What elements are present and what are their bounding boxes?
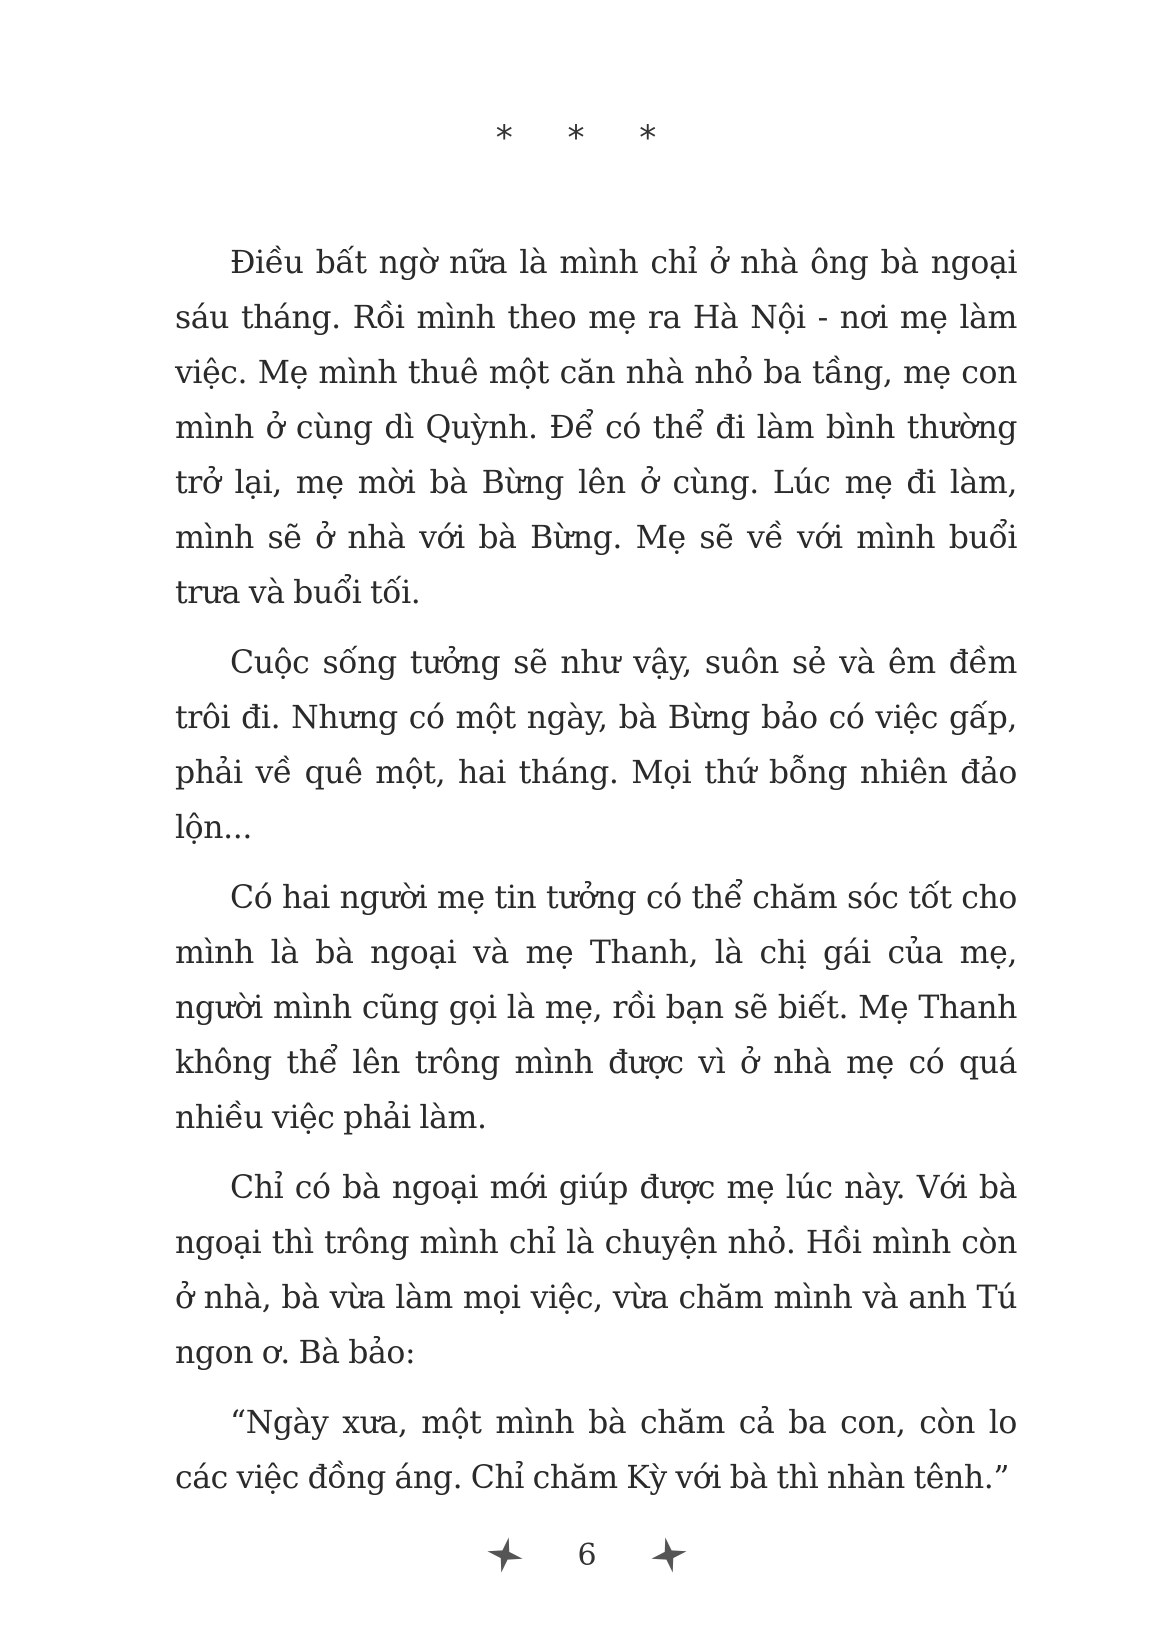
body-text	[175, 236, 1017, 1521]
paragraph-1: Điều bất ngờ nữa là mình chỉ ở nhà ông bà ngoại sáu tháng. Rồi mình theo mẹ ra Hà Nội - nơi mẹ làm việc. Mẹ mình thuê một căn nhà nhỏ ba tầng, mẹ con mình ở cùng dì Quỳnh. Để có thể đi làm bình thường trở lại, mẹ mời bà Bừng lên ở cùng. Lúc mẹ đi làm, mình sẽ ở nhà với bà Bừng. Mẹ sẽ về với mình buổi trưa và buổi tối.	[175, 245, 1017, 611]
page-footer	[0, 1525, 1174, 1585]
paragraph-5: “Ngày xưa, một mình bà chăm cả ba con, còn lo các việc đồng áng. Chỉ chăm Kỳ với bà thì nhàn tênh.”	[175, 1405, 1017, 1496]
section-break-asterisks: * * *	[495, 118, 679, 158]
paragraph-3: Có hai người mẹ tin tưởng có thể chăm sóc tốt cho mình là bà ngoại và mẹ Thanh, là chị gái của mẹ, người mình cũng gọi là mẹ, rồi bạn sẽ biết. Mẹ Thanh không thể lên trông mình được vì ở nhà mẹ có quá nhiều việc phải làm.	[175, 880, 1017, 1136]
paragraph-2: Cuộc sống tưởng sẽ như vậy, suôn sẻ và êm đềm trôi đi. Nhưng có một ngày, bà Bừng bảo có việc gấp, phải về quê một, hai tháng. Mọi thứ bỗng nhiên đảo lộn...	[175, 645, 1017, 846]
page-number: 6	[577, 1537, 597, 1573]
paragraph-4: Chỉ có bà ngoại mới giúp được mẹ lúc này. Với bà ngoại thì trông mình chỉ là chuyện nhỏ. Hồi mình còn ở nhà, bà vừa làm mọi việc, vừa chăm mình và anh Tú ngon ơ. Bà bảo:	[175, 1170, 1017, 1371]
star-ornament-left-icon	[485, 1535, 525, 1575]
star-ornament-right-icon	[649, 1535, 689, 1575]
